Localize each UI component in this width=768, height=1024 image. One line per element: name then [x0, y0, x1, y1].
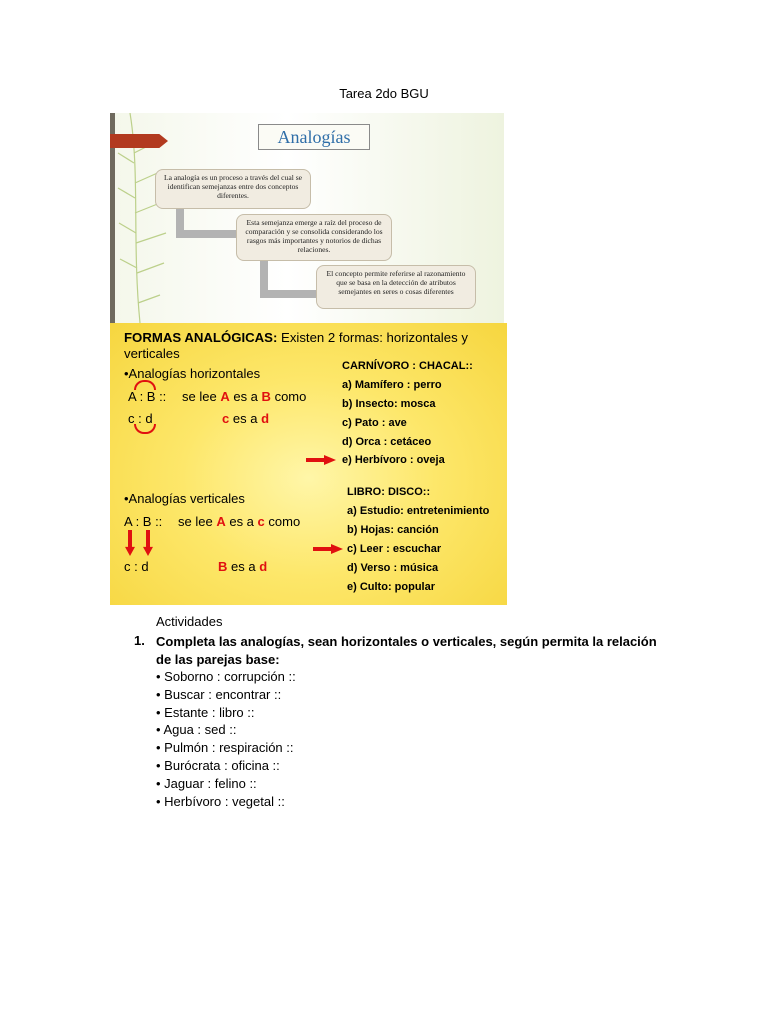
- list-item: • Jaguar : felino ::: [156, 775, 257, 791]
- concept-box-1: La analogía es un proceso a través del cual se identifican semejanzas entre dos conceptos diferentes.: [155, 169, 311, 209]
- reads-label: se lee: [182, 389, 217, 404]
- example1-option: a) Mamífero : perro: [342, 379, 442, 391]
- example1-heading: CARNÍVORO : CHACAL::: [342, 360, 473, 372]
- slide2-header-rest: Existen 2 formas: horizontales y: [277, 330, 468, 345]
- letter-A: A: [216, 514, 226, 529]
- letter-c: c: [222, 411, 230, 426]
- letter-B: B: [218, 559, 228, 574]
- document-title: Tarea 2do BGU: [339, 86, 429, 101]
- slide-title-box: [258, 124, 370, 150]
- example2-option: a) Estudio: entretenimiento: [347, 505, 490, 517]
- es-a-label: es a: [229, 514, 254, 529]
- right-arrow-icon: [306, 455, 336, 465]
- formas-analogicas-slide-image: [110, 323, 507, 605]
- example1-option-answer: e) Herbívoro : oveja: [342, 454, 445, 466]
- como-label: como: [274, 389, 307, 404]
- down-arrow-icon: [143, 530, 153, 556]
- example2-option: d) Verso : música: [347, 562, 439, 574]
- concept-box-3: El concepto permite referirse al razonamiento que se basa en la detección de atributos semejantes en seres o cosas diferentes: [316, 265, 476, 309]
- letter-d: d: [261, 411, 270, 426]
- como-label: como: [268, 514, 301, 529]
- letter-B: B: [261, 389, 271, 404]
- vertical-reading2: [218, 559, 267, 574]
- es-a-label: es a: [233, 389, 258, 404]
- slide-title: Analogías: [277, 127, 351, 147]
- example2-option-answer: c) Leer : escuchar: [347, 543, 442, 555]
- vertical-ab: A : B ::: [124, 514, 163, 529]
- vertical-cd: c : d: [124, 559, 149, 574]
- horizontal-cd: c : d: [128, 411, 153, 426]
- slide2-header-line2: verticales: [124, 346, 180, 361]
- list-item: • Estante : libro ::: [156, 704, 255, 720]
- example2-option: b) Hojas: canción: [347, 524, 439, 536]
- connector-line: [176, 230, 238, 238]
- example2-option: e) Culto: popular: [347, 581, 435, 593]
- analogy-pairs-list: [156, 668, 296, 810]
- vertical-title: •Analogías verticales: [124, 491, 245, 506]
- example2-heading: LIBRO: DISCO::: [347, 486, 431, 498]
- horizontal-reading2: [222, 411, 269, 426]
- list-item: • Herbívoro : vegetal ::: [156, 793, 285, 809]
- list-item: • Pulmón : respiración ::: [156, 740, 294, 756]
- example1-option: d) Orca : cetáceo: [342, 436, 432, 448]
- list-item: • Burócrata : oficina ::: [156, 757, 280, 773]
- example1-option: b) Insecto: mosca: [342, 398, 436, 410]
- reads-label: se lee: [178, 514, 213, 529]
- curved-arrow-icon: [134, 424, 156, 434]
- down-arrow-icon: [125, 530, 135, 556]
- horizontal-title: •Analogías horizontales: [124, 366, 261, 381]
- example1-option: c) Pato : ave: [342, 417, 407, 429]
- red-tab-shape: [110, 134, 168, 148]
- horizontal-reading: [182, 389, 306, 404]
- list-item: • Soborno : corrupción ::: [156, 669, 296, 684]
- activities-title: Actividades: [156, 614, 223, 629]
- slide2-header: [124, 330, 468, 345]
- letter-c: c: [257, 514, 265, 529]
- letter-A: A: [220, 389, 230, 404]
- vertical-reading: [178, 514, 300, 529]
- es-a-label: es a: [232, 411, 258, 426]
- activity-instruction: Completa las analogías, sean horizontales o verticales, según permita la relación de las parejas base:: [156, 634, 657, 667]
- analogias-slide-image: [110, 113, 504, 323]
- item-number: 1.: [134, 633, 145, 648]
- list-item: • Buscar : encontrar ::: [156, 686, 282, 702]
- right-arrow-icon: [313, 544, 343, 554]
- es-a-label: es a: [231, 559, 256, 574]
- list-item: • Agua : sed ::: [156, 722, 237, 738]
- connector-line: [260, 290, 320, 298]
- concept-box-2: Esta semejanza emerge a raíz del proceso de comparación y se consolida considerando los rasgos más importantes y notorios de dichas relaciones.: [236, 214, 392, 261]
- letter-d: d: [259, 559, 268, 574]
- horizontal-ab: A : B ::: [128, 389, 167, 404]
- slide2-header-bold: FORMAS ANALÓGICAS:: [124, 330, 278, 345]
